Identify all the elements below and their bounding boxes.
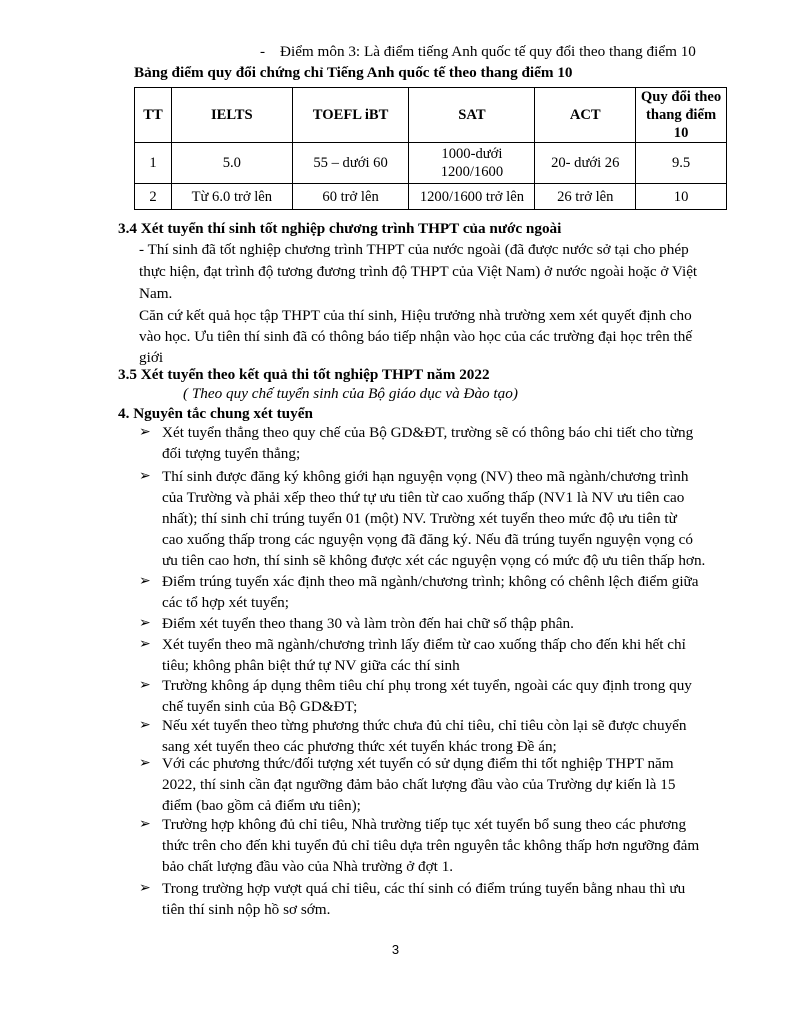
table-cell: 2	[135, 184, 172, 210]
list-item-line: Thí sinh được đăng ký không giới hạn nguyện vọng (NV) theo mã ngành/chương trình	[162, 468, 689, 485]
list-item-line: Trường hợp không đủ chỉ tiêu, Nhà trường tiếp tục xét tuyển bổ sung theo các phương	[162, 816, 687, 833]
list-item-line: Trong trường hợp vượt quá chỉ tiêu, các thí sinh có điểm trúng tuyển bằng nhau thì ưu	[162, 880, 686, 897]
table-cell: 1	[135, 143, 172, 184]
list-item-line: đối tượng tuyển thẳng;	[162, 445, 301, 462]
bullet-arrow-icon: ➢	[139, 469, 151, 484]
paragraph-line: vào học. Ưu tiên thí sinh đã có thông báo tiếp nhận vào học của các trường đại học trên thế	[139, 328, 693, 345]
table-cell: 26 trở lên	[535, 184, 636, 210]
paragraph-line: - Thí sinh đã tốt nghiệp chương trình THPT của nước ngoài (đã được nước sở tại cho phép	[139, 241, 689, 258]
table-cell: 20- dưới 26	[535, 143, 636, 184]
table-cell: Từ 6.0 trở lên	[171, 184, 292, 210]
list-item-line: cao xuống thấp trong các nguyện vọng đã đăng ký. Nếu đã trúng tuyển nguyện vọng có	[162, 531, 694, 548]
list-item-line: tiêu; không phân biệt thứ tự NV giữa các thí sinh	[162, 657, 460, 674]
top-bullet-dash: -	[260, 43, 266, 60]
bullet-arrow-icon: ➢	[139, 817, 151, 832]
list-item-line: Trường không áp dụng thêm tiêu chí phụ trong xét tuyển, ngoài các quy định trong quy	[162, 677, 692, 694]
score-conversion-table	[134, 87, 727, 210]
list-item-line: điểm (bao gồm cả điểm ưu tiên);	[162, 797, 361, 814]
header-sat: SAT	[409, 88, 535, 143]
table-cell: 60 trở lên	[292, 184, 409, 210]
list-item-line: Với các phương thức/đối tượng xét tuyển có sử dụng điểm thi tốt nghiệp THPT năm	[162, 755, 674, 772]
table-cell: 1200/1600 trở lên	[409, 184, 535, 210]
bullet-arrow-icon: ➢	[139, 718, 151, 733]
list-item-line: Xét tuyển thẳng theo quy chế của Bộ GD&ĐT, trường sẽ có thông báo chi tiết cho từng	[162, 424, 694, 441]
table-cell: 5.0	[171, 143, 292, 184]
table-row	[135, 184, 727, 210]
header-tt: TT	[135, 88, 172, 143]
heading-3-4: 3.4 Xét tuyển thí sinh tốt nghiệp chương trình THPT của nước ngoài	[118, 220, 562, 237]
paragraph-line: giới	[139, 349, 164, 366]
list-item-line: sang xét tuyển theo các phương thức xét tuyển khác trong Đề án;	[162, 738, 557, 755]
page-number: 3	[391, 942, 400, 957]
header-toefl: TOEFL iBT	[292, 88, 409, 143]
list-item-line: tiên thí sinh nộp hồ sơ sớm.	[162, 901, 331, 918]
list-item-line: thức trên cho đến khi tuyển đủ chỉ tiêu dựa trên nguyên tắc không thấp hơn ngưỡng đảm	[162, 837, 700, 854]
bullet-arrow-icon: ➢	[139, 425, 151, 440]
bullet-arrow-icon: ➢	[139, 637, 151, 652]
bullet-arrow-icon: ➢	[139, 678, 151, 693]
table-caption: Bảng điểm quy đổi chứng chỉ Tiếng Anh quốc tế theo thang điểm 10	[134, 64, 573, 81]
list-item-line: chế tuyển sinh của Bộ GD&ĐT;	[162, 698, 358, 715]
table-row	[135, 143, 727, 184]
list-item-line: 2022, thí sinh cần đạt ngưỡng đảm bảo chất lượng đầu vào của Trường dự kiến là 15	[162, 776, 676, 793]
bullet-arrow-icon: ➢	[139, 881, 151, 896]
header-act: ACT	[535, 88, 636, 143]
list-item-line: ưu tiên cao hơn, thí sinh sẽ không được xét các nguyện vọng có mức độ ưu tiên thấp hơn.	[162, 552, 706, 569]
paragraph-line: Căn cứ kết quả học tập THPT của thí sinh, Hiệu trưởng nhà trường xem xét quyết định cho	[139, 307, 692, 324]
list-item-line: Điểm xét tuyển theo thang 30 và làm tròn đến hai chữ số thập phân.	[162, 615, 574, 632]
table-cell: 55 – dưới 60	[292, 143, 409, 184]
list-item-line: bảo chất lượng đầu vào của Nhà trường ở đợt 1.	[162, 858, 454, 875]
paragraph-line: thực hiện, đạt trình độ tương đương trình độ THPT của Việt Nam) ở nước ngoài hoặc ở Việt	[139, 263, 698, 280]
table-cell: 10	[636, 184, 727, 210]
list-item-line: nhất); thí sinh chỉ trúng tuyển 01 (một) NV. Trường xét tuyển theo mức độ ưu tiên từ	[162, 510, 677, 527]
heading-3-5: 3.5 Xét tuyển theo kết quả thi tốt nghiệp THPT năm 2022	[118, 366, 490, 383]
list-item-line: các tổ hợp xét tuyển;	[162, 594, 289, 611]
list-item-line: của Trường và phải xếp theo thứ tự ưu tiên từ cao xuống thấp (NV1 là NV ưu tiên cao	[162, 489, 685, 506]
list-item-line: Xét tuyển theo mã ngành/chương trình lấy điểm từ cao xuống thấp cho đến khi hết chỉ	[162, 636, 686, 653]
heading-4: 4. Nguyên tắc chung xét tuyển	[118, 405, 313, 422]
bullet-arrow-icon: ➢	[139, 756, 151, 771]
top-bullet-text: Điểm môn 3: Là điểm tiếng Anh quốc tế quy đổi theo thang điểm 10	[280, 43, 696, 60]
note-3-5: ( Theo quy chế tuyển sinh của Bộ giáo dục và Đào tạo)	[183, 385, 518, 402]
table-cell: 1000-dưới 1200/1600	[409, 143, 535, 184]
bullet-arrow-icon: ➢	[139, 574, 151, 589]
header-ielts: IELTS	[171, 88, 292, 143]
table-header-row	[135, 88, 727, 143]
header-conversion: Quy đổi theo thang điểm 10	[636, 88, 727, 143]
list-item-line: Điểm trúng tuyển xác định theo mã ngành/chương trình; không có chênh lệch điểm giữa	[162, 573, 699, 590]
bullet-arrow-icon: ➢	[139, 616, 151, 631]
paragraph-line: Nam.	[139, 285, 173, 302]
list-item-line: Nếu xét tuyển theo từng phương thức chưa đủ chỉ tiêu, chỉ tiêu còn lại sẽ được chuyển	[162, 717, 687, 734]
table-cell: 9.5	[636, 143, 727, 184]
